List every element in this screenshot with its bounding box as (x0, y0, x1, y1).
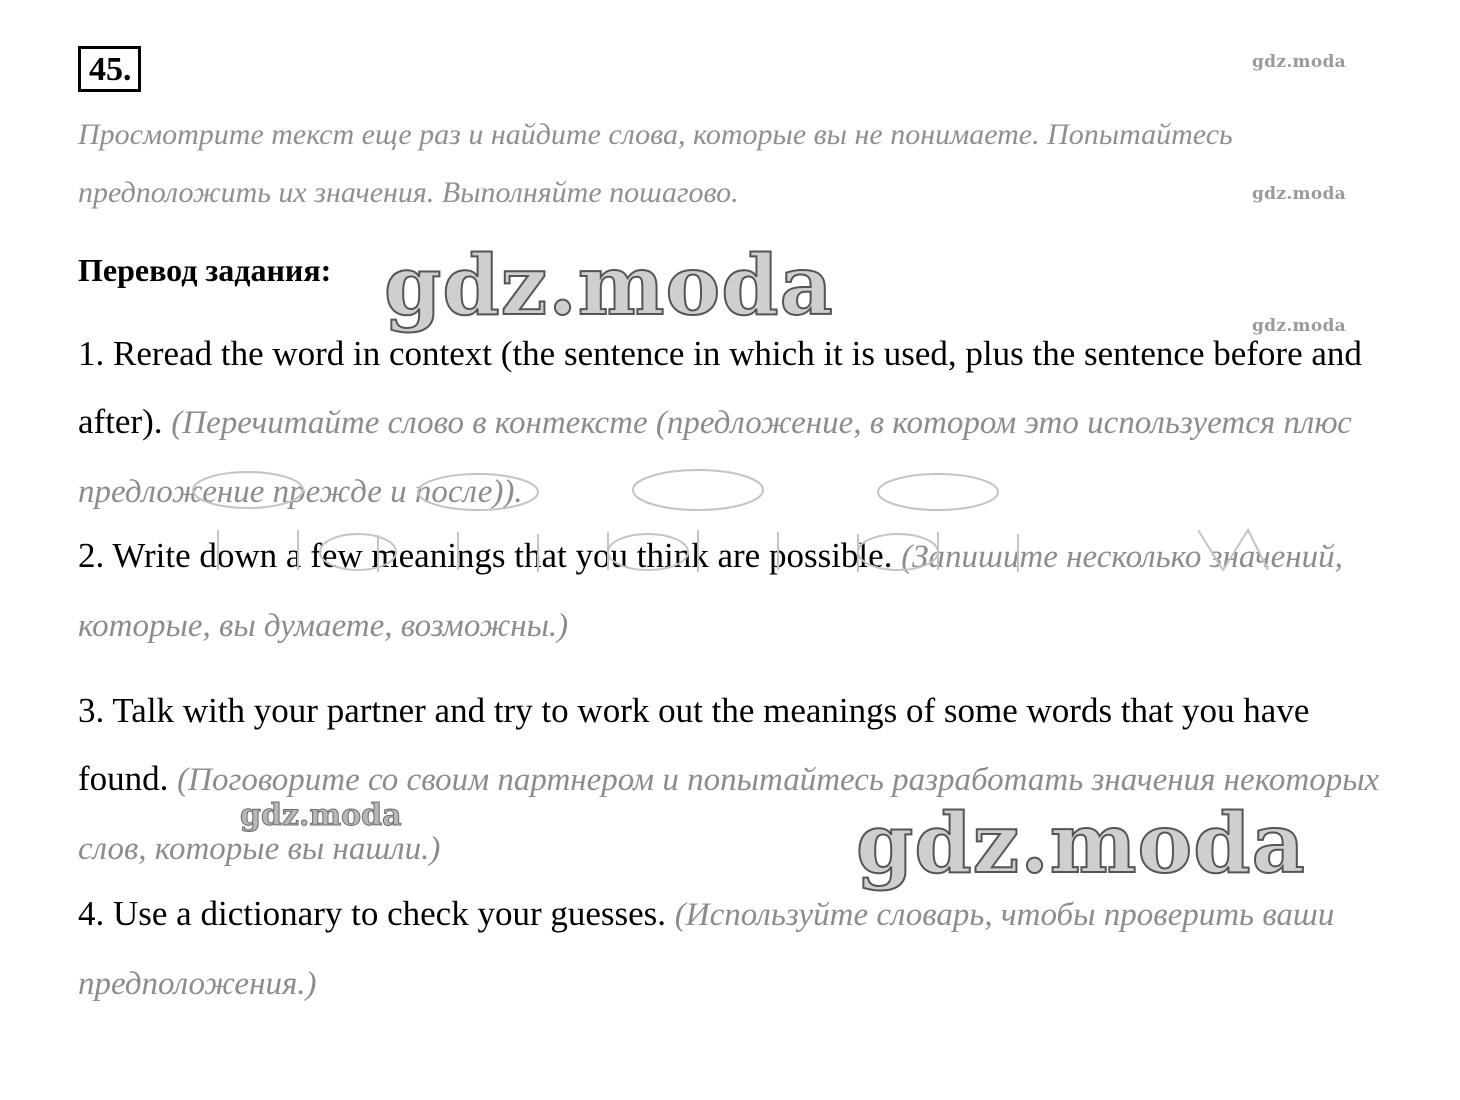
step-4-translation: (Используйте словарь, чтобы проверить ваши предположения.) (78, 897, 1335, 1002)
step-4-english: 4. Use a dictionary to check your guesses. (78, 894, 667, 933)
step-1-translation: (Перечитайте слово в контексте (предложение, в котором это используется плюс предложение прежде и после)). (78, 405, 1352, 510)
step-4 (78, 880, 1398, 1018)
task-number: 45. (78, 46, 141, 92)
watermark-small: gdz.moda (1252, 184, 1346, 204)
step-3-translation: (Поговорите со своим партнером и попытайтесь разработать значения некоторых слов, которые вы нашли.) (78, 762, 1380, 867)
step-1-english: 1. Reread the word in context (the sentence in which it is used, plus the sentence before and after). (78, 334, 1362, 441)
watermark-faint-lettering (178, 460, 1278, 600)
watermark-small: gdz.moda (1252, 52, 1346, 72)
watermark-medium: gdz.moda (240, 798, 402, 833)
watermark-small: gdz.moda (1252, 316, 1346, 336)
watermark-large: gdz.moda (856, 796, 1306, 892)
task-instructions: Просмотрите текст еще раз и найдите слова, которые вы не понимаете. Попытайтесь предположить их значения. Выполняйте пошагово. (78, 118, 1233, 209)
step-2-translation: (Запишите несколько значений, которые, вы думаете, возможны.) (78, 539, 1343, 644)
step-3-english: 3. Talk with your partner and try to work out the meanings of some words that you have found. (78, 691, 1310, 798)
translation-heading: Перевод задания: (78, 252, 332, 288)
watermark-large: gdz.moda (384, 238, 834, 334)
step-2-english: 2. Write down a few meanings that you think are possible. (78, 536, 893, 575)
